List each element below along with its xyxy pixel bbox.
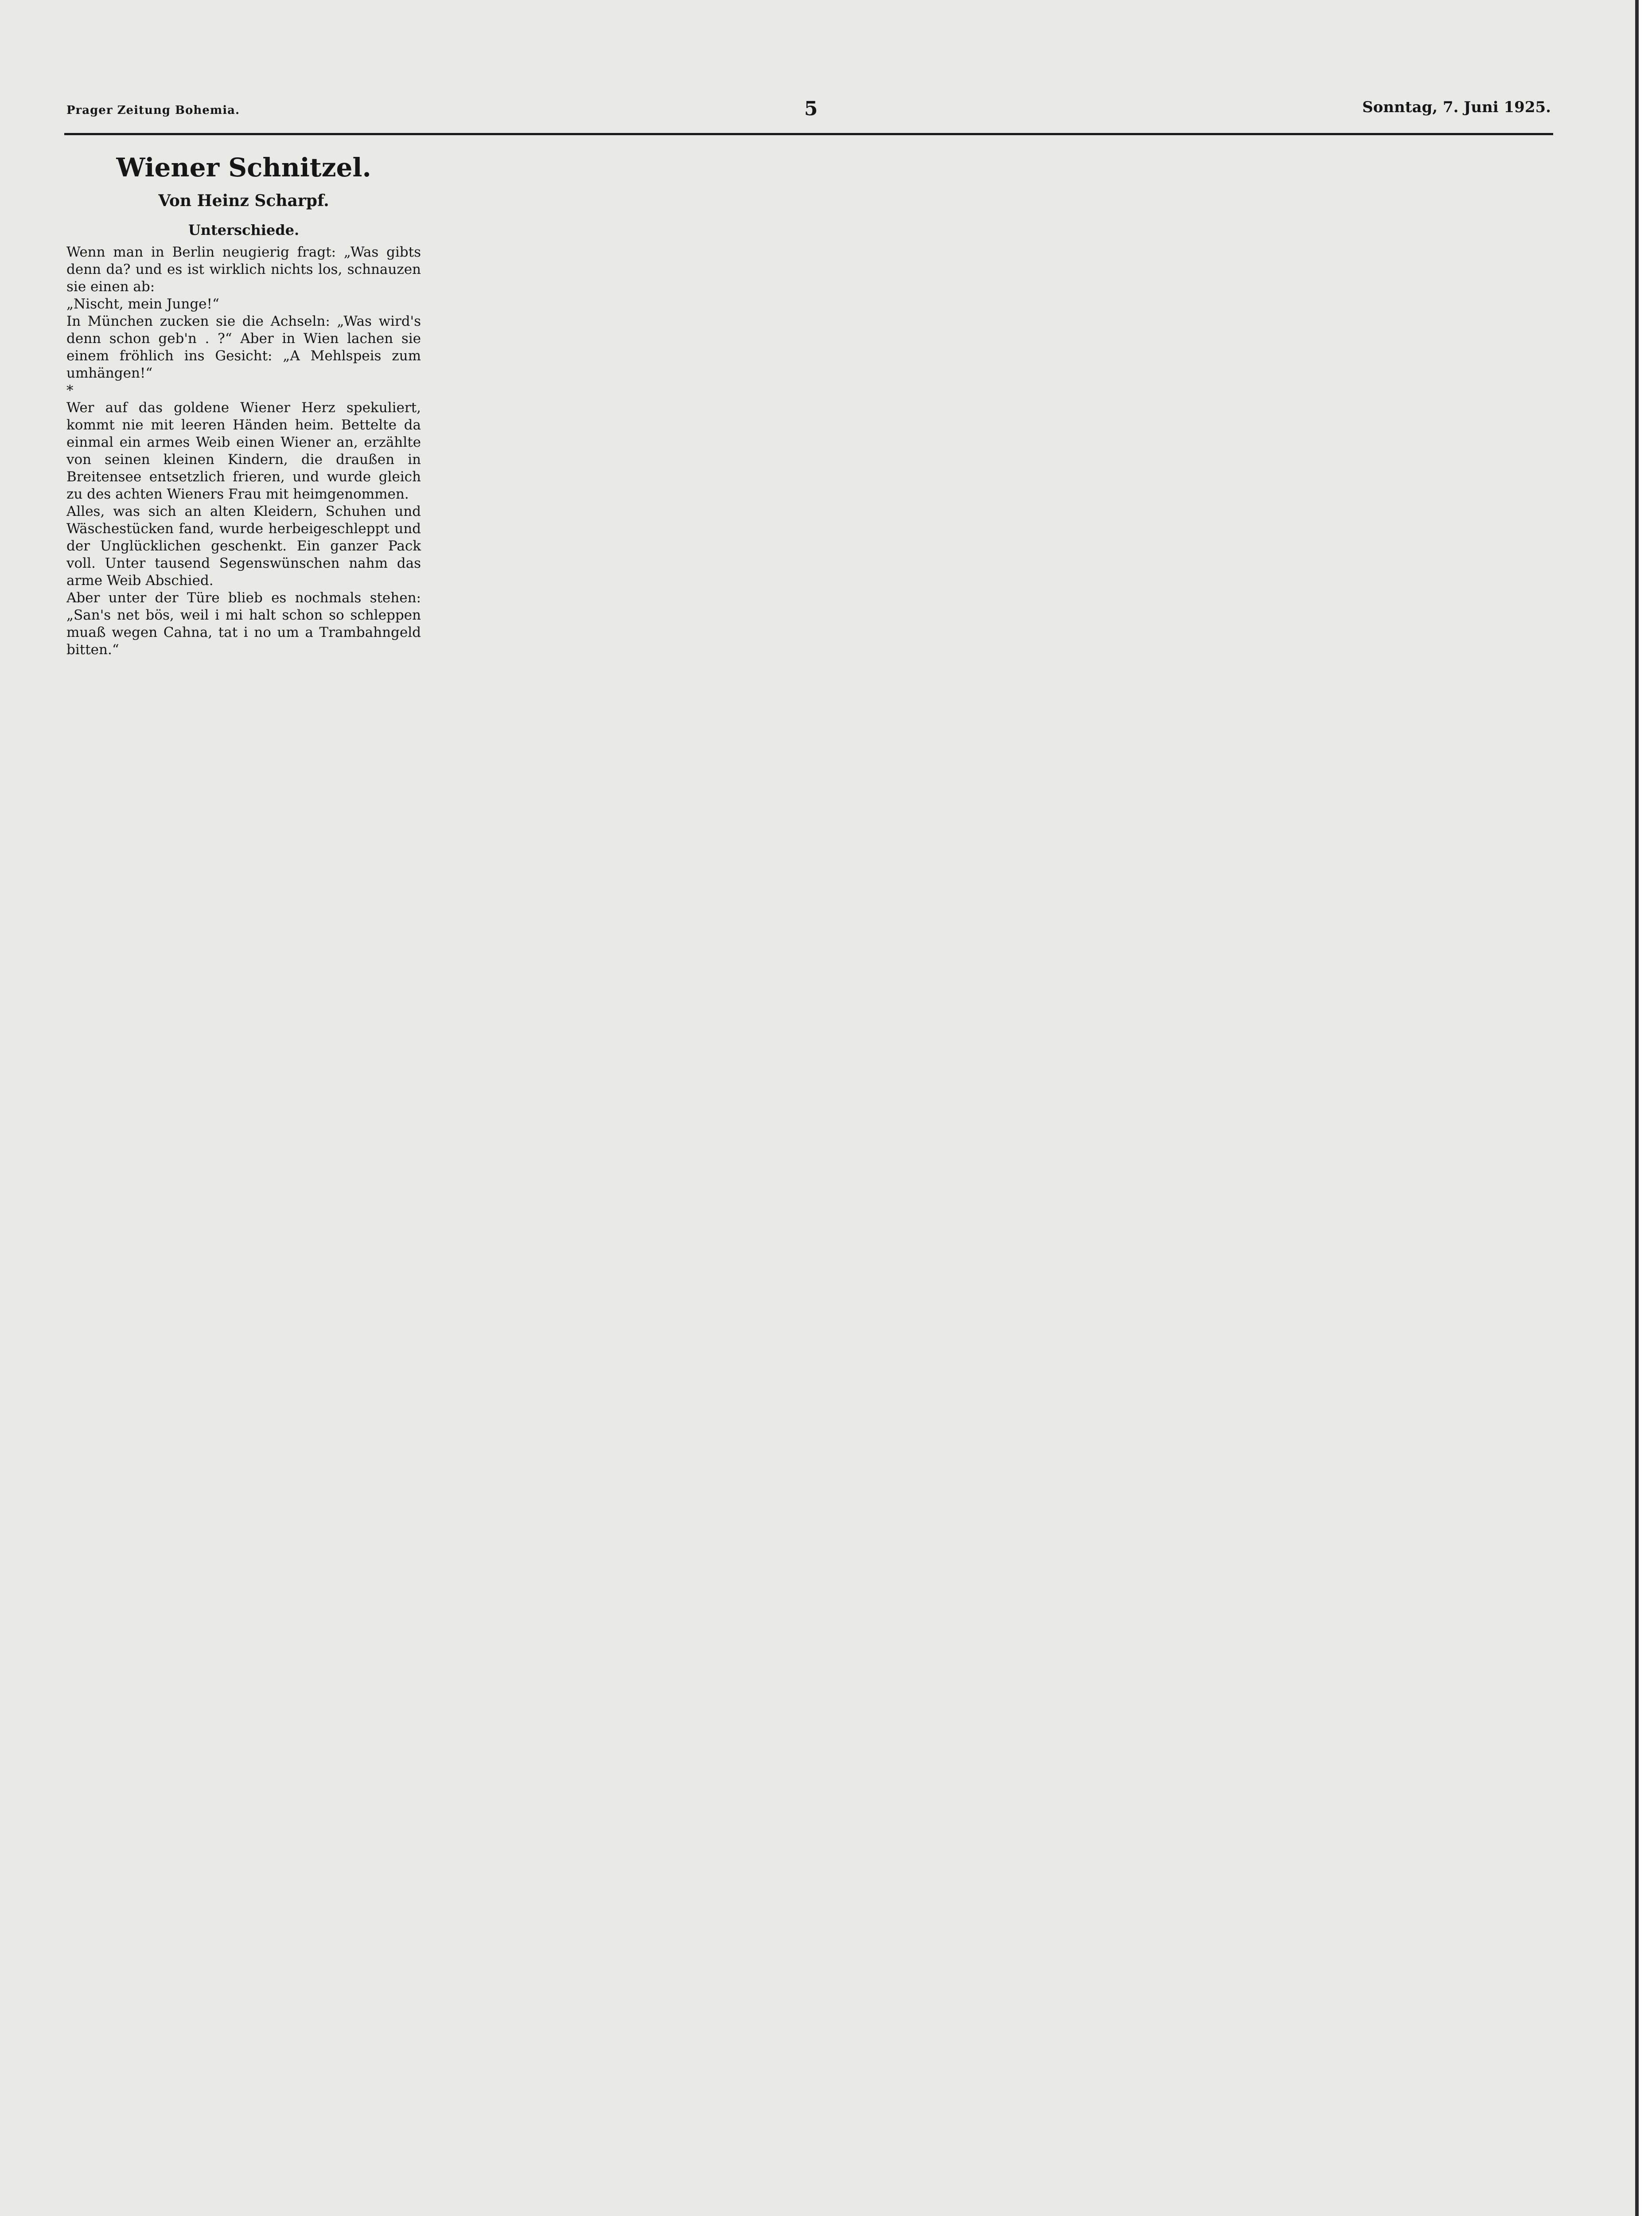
masthead-page-number: 5	[804, 98, 818, 120]
col1-article-text: Wenn man in Berlin neugierig fragt: „Was gibts denn da? und es ist wirklich nichts los, schnauzen sie einen ab: „Nischt, mein Junge!“ In München zucken sie die Achseln: „Was wird's denn schon geb'n . ?“ Aber in Wien lachen sie einem fröhlich ins Gesicht: „A Mehlspeis zum umhängen!“ * Wer auf das goldene Wiener Herz spekuliert, kommt nie mit leeren Händen heim. Bettelte da einmal ein armes Weib einen Wiener an, erzählte von seinen kleinen Kindern, die draußen in Breitensee entsetzlich frieren, und wurde gleich zu des achten Wieners Frau mit heimgenommen. Alles, was sich an alten Kleidern, Schuhen und Wäschestücken fand, wurde herbeigeschleppt und der Unglücklichen geschenkt. Ein ganzer Pack voll. Unter tausend Segenswünschen nahm das arme Weib Abschied. Aber unter der Türe blieb es nochmals stehen: „San's net bös, weil i mi halt schon so schleppen muaß wegen Cahna, tat i no um a Trambahngeld bitten.“	[66, 244, 421, 658]
masthead-rule	[64, 133, 1553, 135]
masthead-paper-name: Prager Zeitung Bohemia.	[66, 104, 240, 117]
masthead-date: Sonntag, 7. Juni 1925.	[1362, 98, 1551, 116]
col1-byline: Von Heinz Scharpf.	[158, 191, 329, 210]
col1-section-heading: Unterschiede.	[188, 222, 300, 238]
col1-title: Wiener Schnitzel.	[116, 152, 371, 183]
binding-edge	[1635, 0, 1639, 2216]
